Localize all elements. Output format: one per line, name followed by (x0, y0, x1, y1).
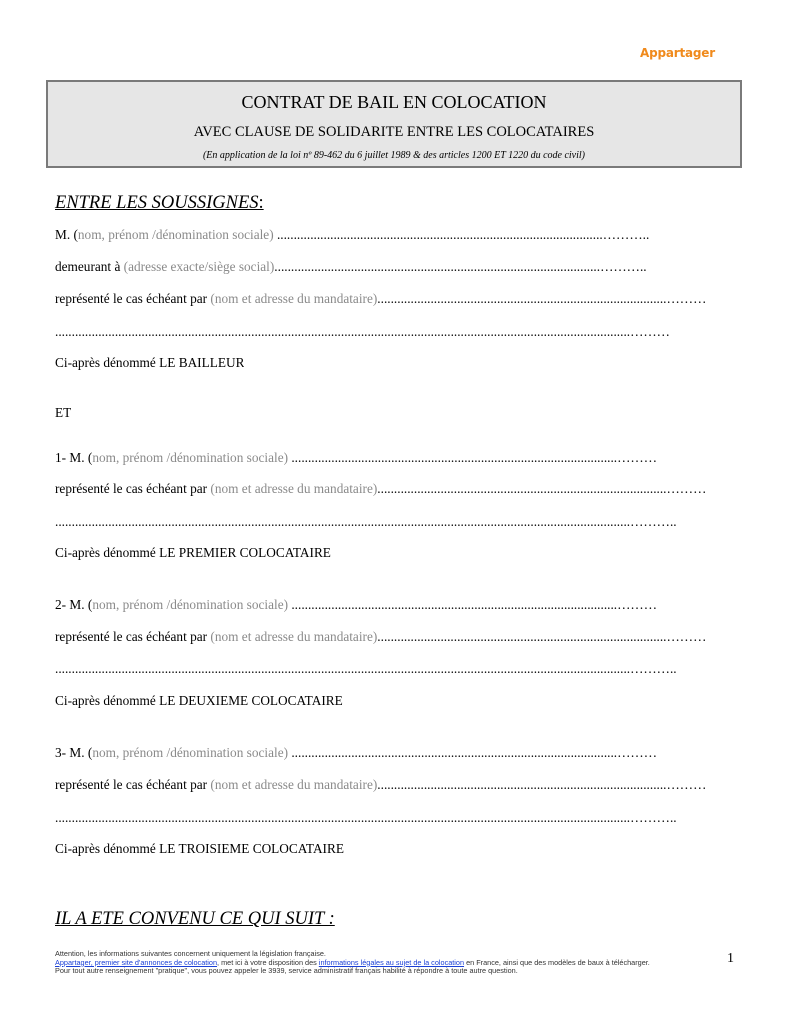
field-hint: nom, prénom /dénomination sociale) (92, 597, 289, 612)
et-separator: ET (55, 405, 72, 420)
colocataire-1-mandataire-line: représenté le cas échéant par (nom et adresse du mandataire).......................................................................................……… (55, 481, 707, 496)
bailleur-mandataire-line: représenté le cas échéant par (nom et adresse du mandataire).......................................................................................……… (55, 291, 707, 306)
footer-info-line: Appartager, premier site d'annonces de colocation, met ici à votre disposition des informations légales au sujet de la colocation en France, ainsi que des modèles de baux à télécharger. (55, 957, 650, 967)
colocataire-1-name-line: 1- M. (nom, prénom /dénomination sociale) ..................................................................................................……… (55, 450, 658, 465)
appartager-site-link[interactable]: Appartager, premier site d'annonces de colocation (55, 957, 218, 967)
field-hint: (nom et adresse du mandataire) (210, 291, 378, 306)
colocataire-2-mandataire-line: représenté le cas échéant par (nom et adresse du mandataire).......................................................................................……… (55, 629, 707, 644)
contract-title-box (46, 80, 742, 168)
colocataire-2-designation: Ci-après dénommé LE DEUXIEME COLOCATAIRE (55, 693, 343, 708)
field-hint: (nom et adresse du mandataire) (210, 777, 378, 792)
contract-title: CONTRAT DE BAIL EN COLOCATION (241, 92, 547, 112)
legal-info-link[interactable]: informations légales au sujet de la colocation (318, 957, 465, 967)
legal-footer (55, 950, 650, 976)
footer-disclaimer: Attention, les informations suivantes concernent uniquement la législation française. (55, 949, 326, 958)
field-hint: nom, prénom /dénomination sociale) (92, 745, 289, 760)
colocataire-3-blank-line: .............................................................................................................................................................................……….. (55, 810, 677, 825)
field-hint: (adresse exacte/siège social) (123, 259, 275, 274)
colocataire-3-mandataire-line: représenté le cas échéant par (nom et adresse du mandataire).......................................................................................……… (55, 777, 707, 792)
field-hint: nom, prénom /dénomination sociale) (92, 450, 289, 465)
colocataire-1-blank-line: .............................................................................................................................................................................……….. (55, 514, 677, 529)
bailleur-address-line: demeurant à (adresse exacte/siège social)..................................................................................................……….. (55, 259, 647, 274)
bailleur-designation: Ci-après dénommé LE BAILLEUR (55, 355, 245, 370)
field-hint: (nom et adresse du mandataire) (210, 629, 378, 644)
bailleur-name-line: M. (nom, prénom /dénomination sociale) ..................................................................................................……….. (55, 227, 650, 242)
colocataire-2-blank-line: .............................................................................................................................................................................……….. (55, 661, 677, 676)
bailleur-blank-line: .............................................................................................................................................................................……… (55, 324, 670, 339)
contract-subtitle: AVEC CLAUSE DE SOLIDARITE ENTRE LES COLOCATAIRES (193, 124, 595, 140)
footer-contact-line: Pour tout autre renseignement "pratique", vous pouvez appeler le 3939, service administratif français habilité à répondre à toute autre question. (55, 966, 518, 976)
appartager-logo: Appartager (640, 46, 715, 60)
field-hint: nom, prénom /dénomination sociale) (77, 227, 274, 242)
legal-reference-note: (En application de la loi nº 89-462 du 6 juillet 1989 & des articles 1200 ET 1220 du code civil) (202, 150, 586, 161)
parties-heading: ENTRE LES SOUSSIGNES: (55, 193, 264, 213)
colocataire-1-designation: Ci-après dénommé LE PREMIER COLOCATAIRE (55, 545, 331, 560)
colocataire-2-name-line: 2- M. (nom, prénom /dénomination sociale) ..................................................................................................……… (55, 597, 658, 612)
field-hint: (nom et adresse du mandataire) (210, 481, 378, 496)
colocataire-3-designation: Ci-après dénommé LE TROISIEME COLOCATAIRE (55, 841, 344, 856)
page-number: 1 (727, 951, 734, 966)
colocataire-3-name-line: 3- M. (nom, prénom /dénomination sociale) ..................................................................................................……… (55, 745, 658, 760)
agreement-heading: IL A ETE CONVENU CE QUI SUIT : (55, 909, 335, 929)
